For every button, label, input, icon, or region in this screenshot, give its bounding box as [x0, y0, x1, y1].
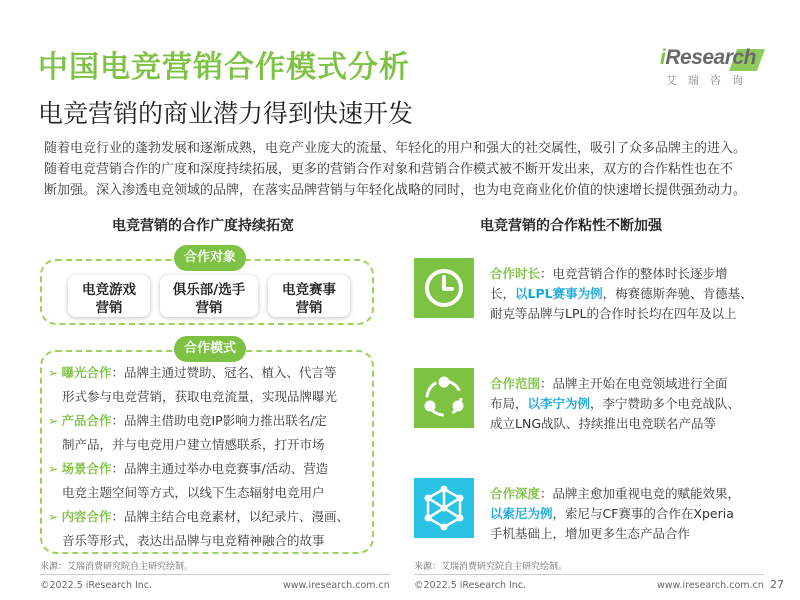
- intro-line: 断加强。深入渗透电竞领域的品牌，在落实品牌营销与年轻化战略的同时，也为电竞商业化价值的快速增长提供强劲动力。: [44, 183, 747, 198]
- right-source-note: 来源：艾瑞消费研究院自主研究绘制。: [414, 562, 568, 572]
- footer-url-right: www.iresearch.com.cn: [657, 580, 764, 591]
- footer-copyright-right: ©2022.5 iResearch Inc.: [414, 580, 527, 591]
- mode-item: ➢ 场景合作：品牌主通过举办电竞赛事/活动、营造 电竞主题空间等方式，以线下生态辐射电竞用户: [48, 461, 329, 500]
- iresearch-logo: [660, 46, 760, 96]
- page-number: 27: [770, 578, 784, 591]
- mode-item: ➢ 内容合作：品牌主结合电竞素材，以纪录片、漫画、 音乐等形式，表达出品牌与电竞精神融合的故事: [48, 509, 350, 548]
- feature-depth: 合作深度：品牌主愈加重视电竞的赋能效果， 以索尼为例，索尼与CF赛事的合作在Xperia 手机基础上，增加更多生态产品合作: [490, 486, 741, 541]
- mode-item: ➢ 曝光合作：品牌主通过赞助、冠名、植入、代言等 形式参与电竞营销，获取电竞流量，实现品牌曝光: [48, 365, 338, 404]
- arrow-icon: ➢: [48, 461, 59, 476]
- feature-duration: 合作时长：电竞营销合作的整体时长逐步增 长，以LPL赛事为例，梅赛德斯奔驰、肯德基、 耐克等品牌与LPL的合作时长均在四年及以上: [490, 266, 753, 321]
- share-icon: [414, 368, 474, 428]
- arrow-icon: ➢: [48, 413, 59, 428]
- target-card-event: 电竞赛事 营销: [268, 275, 350, 317]
- modes-list: [48, 361, 378, 553]
- right-column-heading: 电竞营销的合作粘性不断加强: [480, 218, 662, 234]
- intro-paragraph: [44, 138, 764, 201]
- targets-pill: 合作对象: [174, 245, 246, 271]
- page-subtitle: 电竞营销的商业潜力得到快速开发: [38, 99, 414, 128]
- footer-divider-left: [40, 574, 390, 575]
- modes-pill: 合作模式: [174, 336, 246, 362]
- footer-copyright-left: ©2022.5 iResearch Inc.: [40, 580, 153, 591]
- left-column-heading: 电竞营销的合作广度持续拓宽: [112, 218, 294, 234]
- footer-url-left: www.iresearch.com.cn: [283, 580, 390, 591]
- arrow-icon: ➢: [48, 509, 59, 524]
- target-card-game: 电竞游戏 营销: [68, 275, 150, 317]
- footer-divider-right: [414, 574, 764, 575]
- intro-line: 随着电竞营销合作的广度和深度持续拓展，更多的营销合作对象和营销合作模式被不断开发出来，双方的合作粘性也在不: [44, 162, 734, 177]
- left-source-note: 来源：艾瑞消费研究院自主研究绘制。: [40, 562, 194, 572]
- network-cube-icon: [414, 478, 474, 538]
- intro-line: 随着电竞行业的蓬勃发展和逐渐成熟，电竞产业庞大的流量、年轻化的用户和强大的社交属性，吸引了众多品牌主的进入。: [44, 141, 747, 156]
- logo-subtext: 艾瑞咨询: [666, 74, 754, 87]
- mode-item: ➢ 产品合作：品牌主借助电竞IP影响力推出联名/定 制产品，并与电竞用户建立情感联系，打开市场: [48, 413, 327, 452]
- clock-icon: [414, 258, 474, 318]
- logo-wordmark: iResearch: [660, 46, 756, 69]
- feature-scope: 合作范围：品牌主开始在电竞领域进行全面 布局，以李宁为例，李宁赞助多个电竞战队、 成立LNG战队、持续推出电竞联名产品等: [490, 376, 741, 431]
- page-title: 中国电竞营销合作模式分析: [38, 50, 410, 85]
- arrow-icon: ➢: [48, 365, 59, 380]
- target-card-club: 俱乐部/选手 营销: [160, 275, 258, 317]
